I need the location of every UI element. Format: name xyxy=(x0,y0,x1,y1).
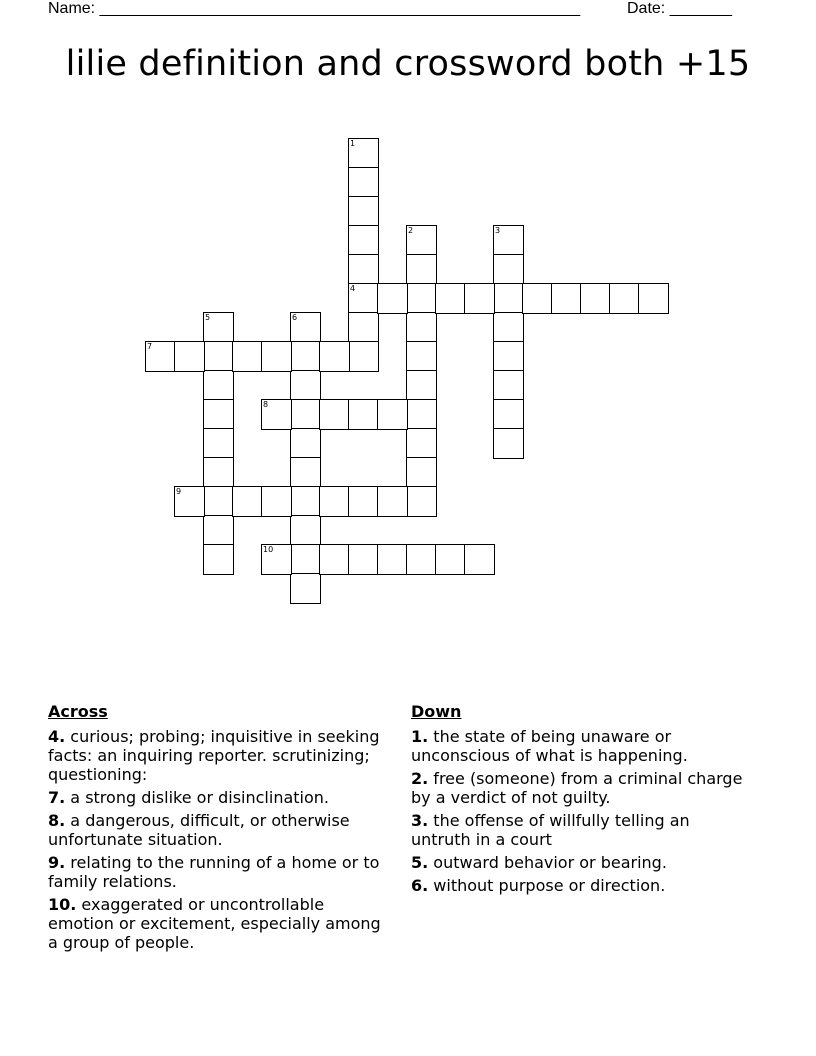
crossword-cell[interactable] xyxy=(203,341,234,372)
crossword-cell[interactable] xyxy=(348,544,379,575)
date-field-label: Date: _______ xyxy=(627,0,732,17)
crossword-cell[interactable] xyxy=(406,428,437,459)
crossword-cell[interactable] xyxy=(377,399,408,430)
crossword-cell[interactable] xyxy=(609,283,640,314)
crossword-cell[interactable] xyxy=(493,428,524,459)
crossword-cell[interactable] xyxy=(406,254,437,285)
crossword-cell[interactable] xyxy=(493,225,524,256)
crossword-cell[interactable] xyxy=(348,312,379,343)
crossword-cell[interactable] xyxy=(348,486,379,517)
across-clues xyxy=(48,702,388,956)
across-clue xyxy=(48,811,388,849)
clue-number: 4. xyxy=(48,727,66,746)
crossword-cell[interactable] xyxy=(319,486,350,517)
down-clue-list xyxy=(411,727,751,895)
cell-number: 9 xyxy=(176,487,182,496)
clue-text: the state of being unaware or unconscious of what is happening. xyxy=(411,727,688,765)
crossword-cell[interactable] xyxy=(348,283,379,314)
crossword-cell[interactable] xyxy=(580,283,611,314)
crossword-cell[interactable] xyxy=(348,138,379,169)
clue-text: a strong dislike or disinclination. xyxy=(65,788,329,807)
crossword-cell[interactable] xyxy=(406,341,437,372)
cell-number: 8 xyxy=(263,400,269,409)
crossword-cell[interactable] xyxy=(493,254,524,285)
crossword-cell[interactable] xyxy=(290,341,321,372)
clue-number: 8. xyxy=(48,811,66,830)
clue-text: outward behavior or bearing. xyxy=(428,853,667,872)
down-clue xyxy=(411,853,751,872)
crossword-cell[interactable] xyxy=(522,283,553,314)
crossword-cell[interactable] xyxy=(348,196,379,227)
crossword-cell[interactable] xyxy=(377,283,408,314)
clue-number: 7. xyxy=(48,788,66,807)
crossword-cell[interactable] xyxy=(493,399,524,430)
across-clue xyxy=(48,788,388,807)
crossword-cell[interactable] xyxy=(319,399,350,430)
clue-number: 9. xyxy=(48,853,66,872)
crossword-cell[interactable] xyxy=(493,283,524,314)
crossword-cell[interactable] xyxy=(203,428,234,459)
down-clue xyxy=(411,769,751,807)
cell-number: 3 xyxy=(495,226,501,235)
crossword-cell[interactable] xyxy=(493,370,524,401)
across-clue xyxy=(48,895,388,952)
crossword-cell[interactable] xyxy=(406,225,437,256)
crossword-cell[interactable] xyxy=(203,515,234,546)
crossword-cell[interactable] xyxy=(348,254,379,285)
crossword-cell[interactable] xyxy=(203,544,234,575)
crossword-cell[interactable] xyxy=(290,399,321,430)
down-clue xyxy=(411,727,751,765)
clue-number: 3. xyxy=(411,811,429,830)
cell-number: 2 xyxy=(408,226,414,235)
crossword-cell[interactable] xyxy=(493,312,524,343)
crossword-cell[interactable] xyxy=(232,341,263,372)
crossword-cell[interactable] xyxy=(174,341,205,372)
crossword-cell[interactable] xyxy=(261,341,292,372)
crossword-cell[interactable] xyxy=(290,428,321,459)
down-clue xyxy=(411,876,751,895)
crossword-cell[interactable] xyxy=(348,167,379,198)
crossword-cell[interactable] xyxy=(319,341,350,372)
crossword-cell[interactable] xyxy=(464,544,495,575)
crossword-cell[interactable] xyxy=(406,486,437,517)
cell-number: 1 xyxy=(350,139,356,148)
crossword-cell[interactable] xyxy=(406,399,437,430)
crossword-cell[interactable] xyxy=(174,486,205,517)
crossword-cell[interactable] xyxy=(261,486,292,517)
across-clue xyxy=(48,727,388,784)
crossword-cell[interactable] xyxy=(290,312,321,343)
crossword-cell[interactable] xyxy=(406,457,437,488)
across-clue-list xyxy=(48,727,388,952)
crossword-cell[interactable] xyxy=(319,544,350,575)
clue-text: curious; probing; inquisitive in seeking facts: an inquiring reporter. scrutinizing; questioning: xyxy=(48,727,380,784)
crossword-cell[interactable] xyxy=(406,370,437,401)
crossword-cell[interactable] xyxy=(348,399,379,430)
clue-number: 1. xyxy=(411,727,429,746)
cell-number: 10 xyxy=(263,545,274,554)
crossword-cell[interactable] xyxy=(348,225,379,256)
cell-number: 6 xyxy=(292,313,298,322)
crossword-cell[interactable] xyxy=(406,283,437,314)
name-field-label: Name: ______________________________________________________ xyxy=(48,0,581,17)
down-clues xyxy=(411,702,751,899)
crossword-cell[interactable] xyxy=(203,370,234,401)
cell-number: 5 xyxy=(205,313,211,322)
crossword-cell[interactable] xyxy=(145,341,176,372)
crossword-cell[interactable] xyxy=(406,544,437,575)
clue-number: 10. xyxy=(48,895,77,914)
crossword-cell[interactable] xyxy=(435,544,466,575)
clue-text: relating to the running of a home or to family relations. xyxy=(48,853,380,891)
crossword-cell[interactable] xyxy=(203,457,234,488)
clue-text: exaggerated or uncontrollable emotion or excitement, especially among a group of people. xyxy=(48,895,381,952)
crossword-cell[interactable] xyxy=(377,486,408,517)
clue-text: a dangerous, difficult, or otherwise unfortunate situation. xyxy=(48,811,350,849)
crossword-cell[interactable] xyxy=(290,544,321,575)
crossword-cell[interactable] xyxy=(203,486,234,517)
crossword-cell[interactable] xyxy=(290,486,321,517)
crossword-cell[interactable] xyxy=(261,544,292,575)
cell-number: 4 xyxy=(350,284,356,293)
crossword-cell[interactable] xyxy=(261,399,292,430)
across-clue xyxy=(48,853,388,891)
crossword-cell[interactable] xyxy=(638,283,669,314)
page-title: lilie definition and crossword both +15 xyxy=(65,44,751,84)
crossword-cell[interactable] xyxy=(203,399,234,430)
crossword-cell[interactable] xyxy=(493,341,524,372)
down-clue xyxy=(411,811,751,849)
clue-text: free (someone) from a criminal charge by a verdict of not guilty. xyxy=(411,769,743,807)
across-heading: Across xyxy=(48,702,108,721)
crossword-cell[interactable] xyxy=(348,341,379,372)
crossword-cell[interactable] xyxy=(232,486,263,517)
cell-number: 7 xyxy=(147,342,153,351)
crossword-cell[interactable] xyxy=(406,312,437,343)
crossword-cell[interactable] xyxy=(290,515,321,546)
crossword-cell[interactable] xyxy=(464,283,495,314)
crossword-cell[interactable] xyxy=(290,573,321,604)
clue-number: 5. xyxy=(411,853,429,872)
clue-number: 6. xyxy=(411,876,429,895)
crossword-cell[interactable] xyxy=(290,370,321,401)
clue-number: 2. xyxy=(411,769,429,788)
crossword-cell[interactable] xyxy=(203,312,234,343)
crossword-cell[interactable] xyxy=(377,544,408,575)
crossword-cell[interactable] xyxy=(435,283,466,314)
clue-text: the offense of willfully telling an untruth in a court xyxy=(411,811,690,849)
crossword-cell[interactable] xyxy=(551,283,582,314)
clue-text: without purpose or direction. xyxy=(428,876,666,895)
down-heading: Down xyxy=(411,702,462,721)
crossword-cell[interactable] xyxy=(290,457,321,488)
